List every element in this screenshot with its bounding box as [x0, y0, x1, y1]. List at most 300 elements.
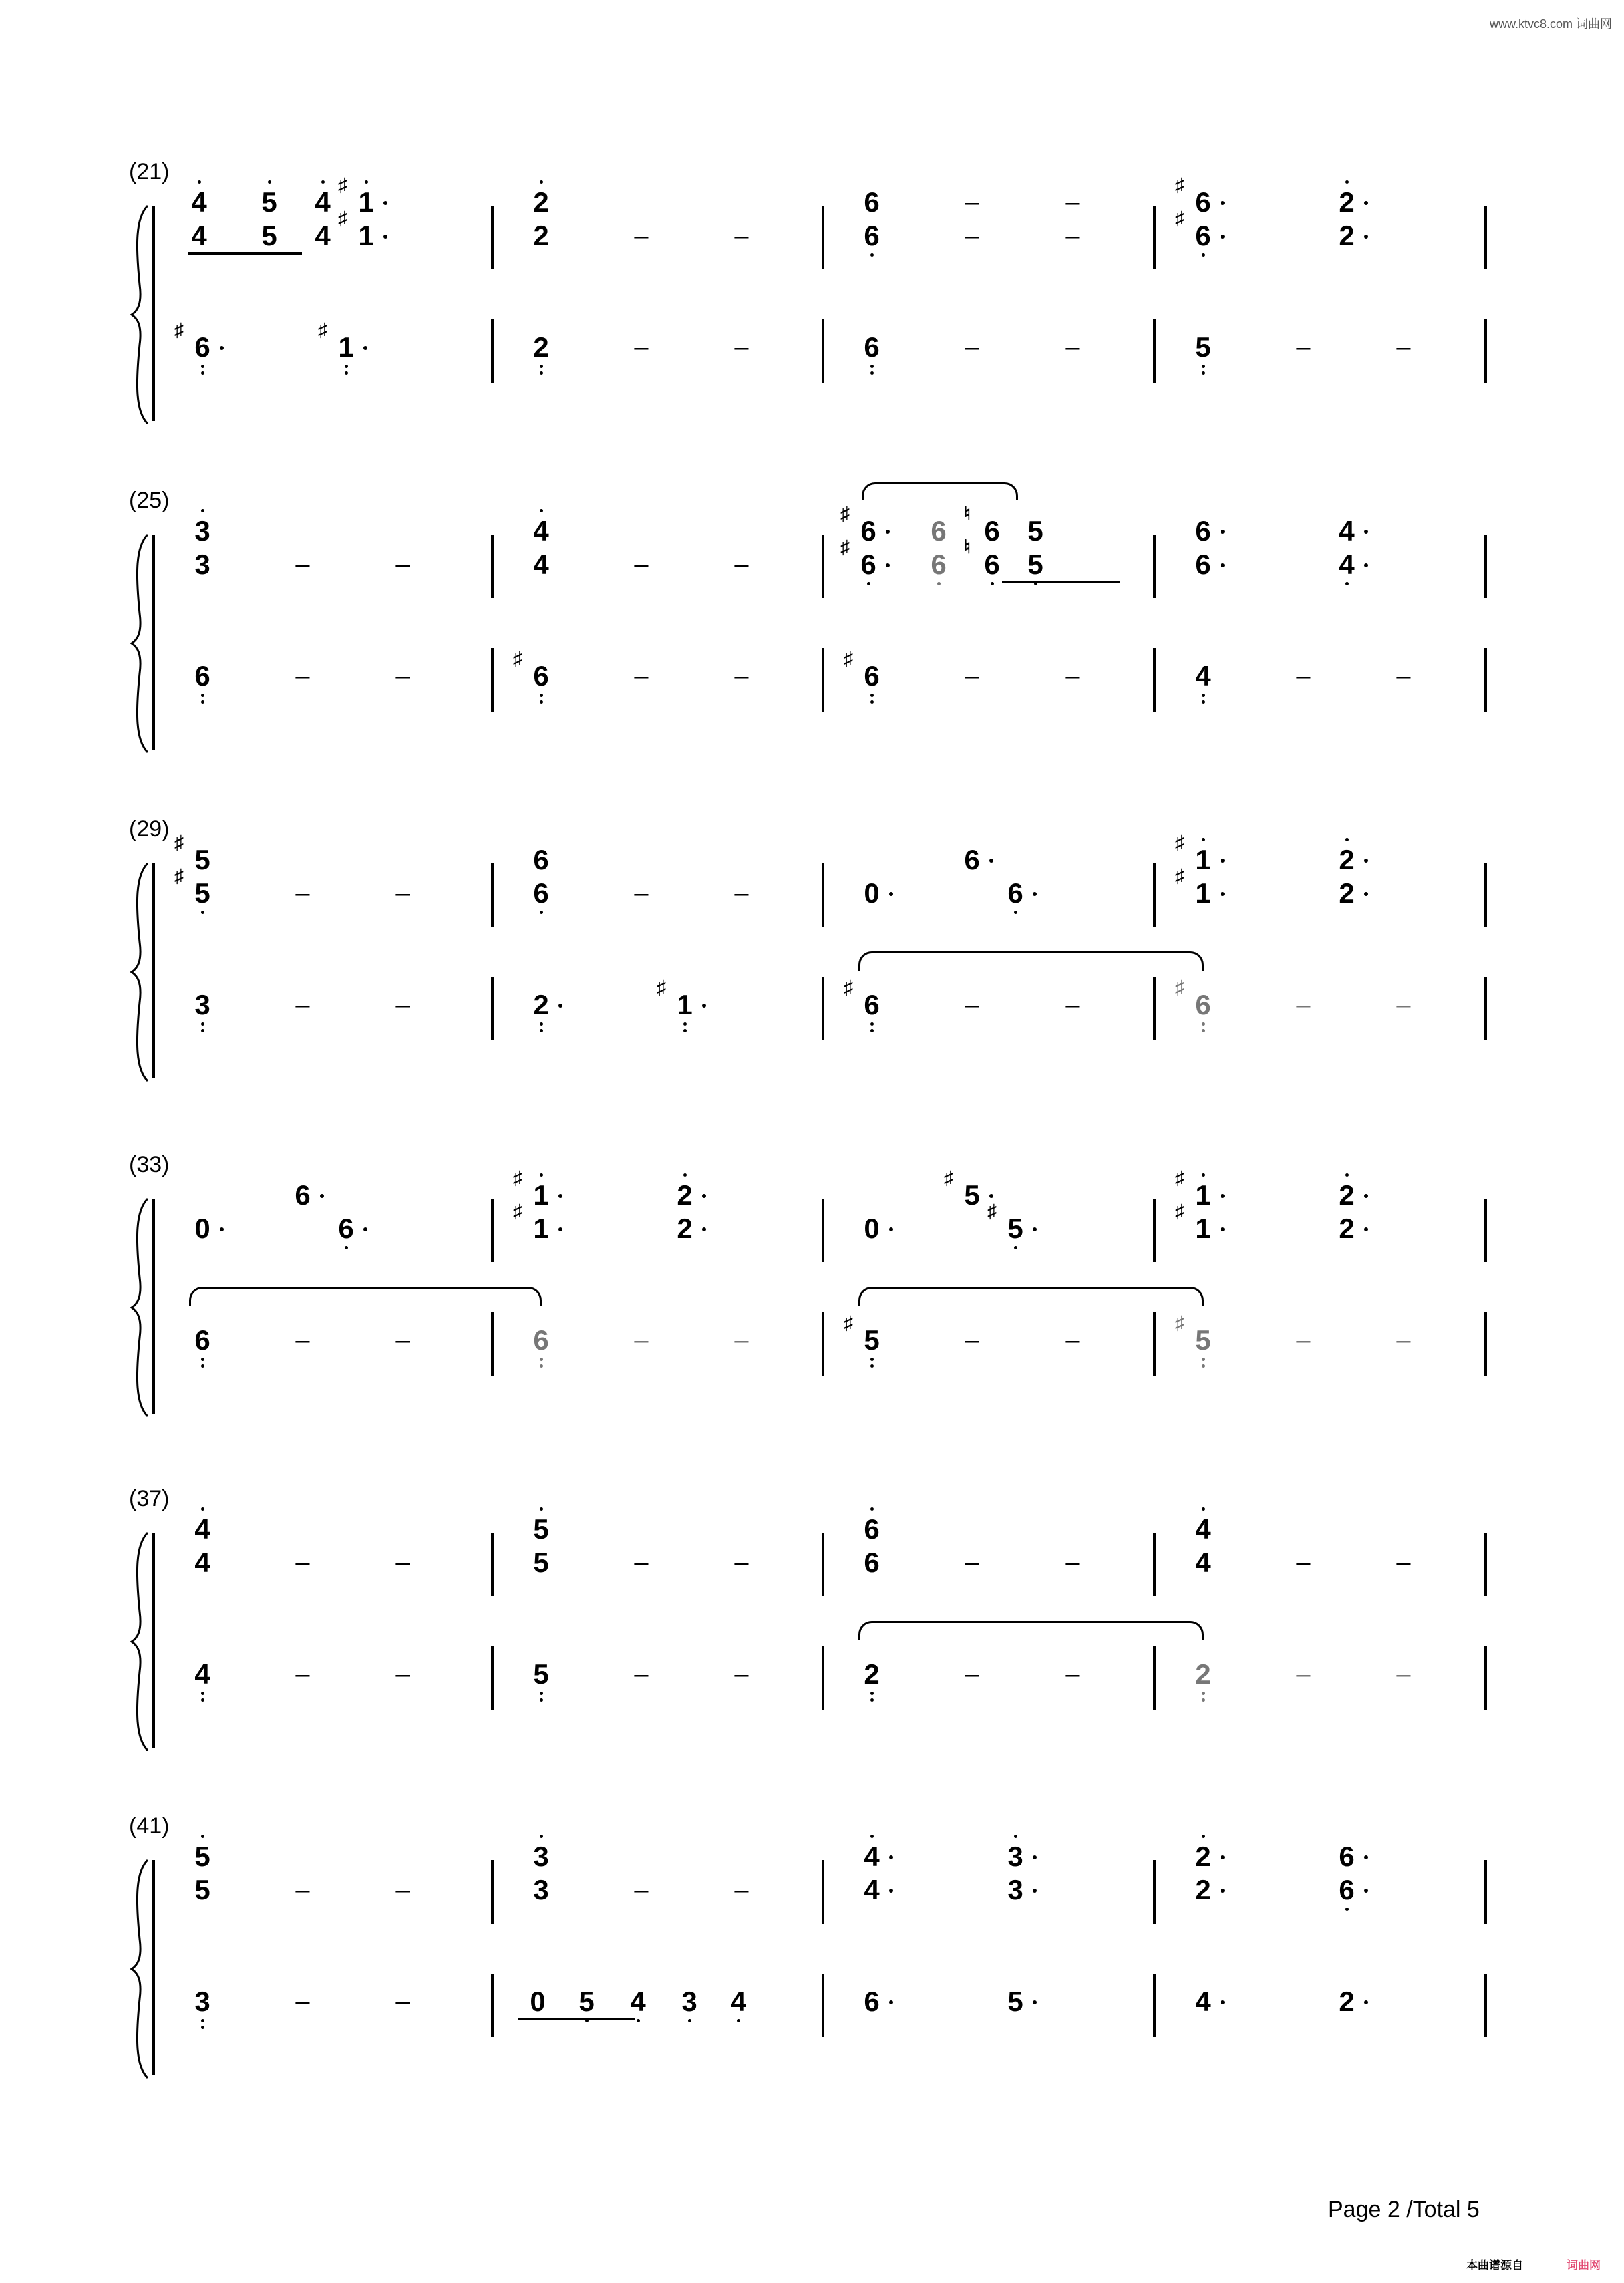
barline-upper — [491, 863, 494, 927]
system-4 — [0, 1152, 1624, 1432]
octave-low-dot — [1202, 1022, 1205, 1026]
octave-high-dot — [540, 1173, 543, 1177]
octave-low-dot-2 — [540, 1698, 543, 1702]
duration-dash: – — [634, 662, 649, 690]
duration-dash: – — [1396, 991, 1411, 1019]
octave-high-dot — [1202, 1173, 1205, 1177]
barline-upper — [1153, 1860, 1156, 1924]
octave-low-dot — [637, 2019, 640, 2022]
octave-low-dot-2 — [870, 1698, 874, 1702]
duration-dash: – — [395, 1660, 410, 1688]
augmentation-dot — [1033, 1855, 1037, 1859]
augmentation-dot — [1033, 892, 1037, 896]
barline-upper — [1484, 1860, 1487, 1924]
barline-upper — [1153, 535, 1156, 598]
measure-number-label: (41) — [129, 1813, 170, 1839]
duration-dash: – — [734, 222, 749, 250]
accidental-sharp: ♯ — [844, 648, 853, 669]
duration-dash: – — [965, 1660, 979, 1688]
melody-note: 5 — [194, 1874, 210, 1906]
augmentation-dot — [1221, 859, 1225, 863]
barline-upper — [1153, 1533, 1156, 1596]
bass-note: 5 — [1195, 1324, 1211, 1356]
bass-note: 6 — [194, 660, 210, 692]
accidental-natural: ♮ — [964, 503, 971, 524]
melody-note: 5 — [261, 186, 277, 218]
accidental-sharp: ♯ — [840, 503, 850, 524]
barline-upper — [1484, 206, 1487, 269]
octave-low-dot-2 — [870, 1364, 874, 1368]
octave-low-dot — [540, 1692, 543, 1695]
augmentation-dot — [1364, 2000, 1368, 2004]
augmentation-dot — [1221, 1227, 1225, 1231]
barline-upper — [1484, 863, 1487, 927]
octave-low-dot — [1202, 1692, 1205, 1695]
augmentation-dot — [558, 1194, 562, 1198]
octave-low-dot — [201, 694, 204, 697]
brace — [130, 1197, 150, 1418]
duration-dash: – — [1065, 991, 1080, 1019]
accidental-sharp: ♯ — [844, 977, 853, 998]
augmentation-dot — [1221, 530, 1225, 534]
augmentation-dot — [1221, 1889, 1225, 1893]
melody-note: 4 — [533, 515, 549, 547]
melody-note: 2 — [1339, 220, 1355, 251]
melody-note: 1 — [1195, 844, 1211, 875]
beam-underline — [518, 2018, 635, 2020]
system-start-bar — [152, 1199, 155, 1414]
barline-lower — [1484, 648, 1487, 712]
melody-note: 2 — [533, 220, 549, 251]
footer-site-logo: 词曲网 — [1567, 2259, 1601, 2272]
accidental-sharp: ♯ — [1175, 208, 1184, 229]
augmentation-dot — [558, 1004, 562, 1008]
bass-note: 2 — [864, 1658, 880, 1690]
bass-note: 5 — [533, 1658, 549, 1690]
accidental-sharp: ♯ — [1175, 832, 1184, 853]
octave-high-dot — [1345, 1173, 1349, 1177]
bass-note: 4 — [1195, 1986, 1211, 2017]
accidental-sharp: ♯ — [338, 208, 347, 229]
octave-low-dot-2 — [201, 2026, 204, 2029]
duration-dash: – — [734, 551, 749, 579]
accidental-sharp: ♯ — [174, 319, 184, 340]
melody-note: 6 — [533, 877, 549, 909]
melody-note: 2 — [1195, 1841, 1211, 1872]
octave-low-dot-2 — [870, 371, 874, 375]
augmentation-dot — [320, 1194, 324, 1198]
duration-dash: – — [734, 333, 749, 361]
melody-note: 1 — [533, 1179, 549, 1211]
augmentation-dot — [702, 1227, 706, 1231]
melody-note: 6 — [931, 549, 947, 580]
augmentation-dot — [1364, 1194, 1368, 1198]
barline-lower — [1153, 648, 1156, 712]
octave-low-dot-2 — [540, 700, 543, 704]
melody-note: 1 — [358, 186, 374, 218]
augmentation-dot — [989, 859, 993, 863]
augmentation-dot — [1033, 2000, 1037, 2004]
melody-note: 3 — [533, 1841, 549, 1872]
octave-low-dot-2 — [1202, 371, 1205, 375]
bass-note: 0 — [530, 1986, 546, 2017]
augmentation-dot — [1364, 563, 1368, 567]
octave-low-dot — [1345, 582, 1349, 585]
duration-dash: – — [965, 188, 979, 216]
tie-slur — [858, 1621, 1204, 1640]
melody-note: 2 — [1339, 1213, 1355, 1244]
melody-note: 0 — [194, 1213, 210, 1244]
bass-note: 6 — [864, 331, 880, 363]
duration-dash: – — [295, 879, 310, 907]
augmentation-dot — [1221, 1194, 1225, 1198]
octave-low-dot — [540, 365, 543, 368]
melody-note: 4 — [194, 1547, 210, 1578]
augmentation-dot — [383, 235, 387, 239]
duration-dash: – — [1396, 1660, 1411, 1688]
duration-dash: – — [1396, 333, 1411, 361]
melody-note: 5 — [1027, 549, 1043, 580]
melody-note: 4 — [191, 186, 207, 218]
melody-note: 6 — [864, 1547, 880, 1578]
barline-upper — [822, 206, 824, 269]
duration-dash: – — [395, 991, 410, 1019]
duration-dash: – — [395, 662, 410, 690]
duration-dash: – — [295, 991, 310, 1019]
octave-high-dot — [268, 180, 271, 184]
octave-low-dot — [1202, 253, 1205, 257]
melody-note: 5 — [533, 1513, 549, 1545]
bass-note: 3 — [194, 1986, 210, 2017]
octave-low-dot — [737, 2019, 740, 2022]
accidental-sharp: ♯ — [1175, 1201, 1184, 1221]
octave-high-dot — [1345, 180, 1349, 184]
bass-note: 6 — [1195, 989, 1211, 1020]
measure-number-label: (21) — [129, 159, 170, 184]
bass-note: 5 — [864, 1324, 880, 1356]
octave-low-dot — [870, 694, 874, 697]
barline-upper — [491, 206, 494, 269]
accidental-sharp: ♯ — [1175, 1167, 1184, 1188]
barline-lower — [822, 977, 824, 1040]
bass-note: 2 — [533, 989, 549, 1020]
duration-dash: – — [395, 1549, 410, 1577]
bass-note: 6 — [533, 660, 549, 692]
accidental-sharp: ♯ — [513, 648, 522, 669]
melody-note: 4 — [315, 220, 331, 251]
barline-lower — [822, 648, 824, 712]
brace — [130, 1859, 150, 2079]
jianpu-note: 5 — [964, 1179, 980, 1211]
octave-low-dot-2 — [201, 1364, 204, 1368]
barline-upper — [491, 535, 494, 598]
accidental-sharp: ♯ — [1175, 977, 1184, 998]
barline-lower — [1484, 319, 1487, 383]
barline-lower — [491, 319, 494, 383]
brace — [130, 862, 150, 1082]
augmentation-dot — [1364, 201, 1368, 205]
duration-dash: – — [395, 879, 410, 907]
octave-low-dot — [201, 911, 204, 914]
octave-low-dot — [1014, 911, 1017, 914]
octave-high-dot — [201, 1507, 204, 1511]
melody-note: 2 — [1339, 877, 1355, 909]
bass-note: 6 — [864, 660, 880, 692]
duration-dash: – — [295, 1549, 310, 1577]
octave-low-dot — [540, 911, 543, 914]
melody-note: 5 — [533, 1547, 549, 1578]
melody-note: 6 — [533, 844, 549, 875]
octave-low-dot — [870, 1358, 874, 1361]
barline-lower — [1484, 1646, 1487, 1710]
bass-note: 2 — [1339, 1986, 1355, 2017]
bass-note: 6 — [864, 989, 880, 1020]
octave-low-dot-2 — [870, 700, 874, 704]
melody-note: 6 — [1195, 549, 1211, 580]
brace — [130, 1531, 150, 1752]
bass-note: 3 — [194, 989, 210, 1020]
bass-note: 5 — [1195, 331, 1211, 363]
bass-note: 1 — [338, 331, 354, 363]
barline-lower — [1153, 1974, 1156, 2037]
beam-underline — [1002, 581, 1120, 583]
octave-low-dot-2 — [201, 1029, 204, 1032]
melody-note: 2 — [1195, 1874, 1211, 1906]
augmentation-dot — [702, 1194, 706, 1198]
octave-low-dot — [540, 694, 543, 697]
duration-dash: – — [965, 333, 979, 361]
melody-note: 3 — [194, 549, 210, 580]
duration-dash: – — [295, 662, 310, 690]
melody-note: 2 — [677, 1213, 693, 1244]
barline-upper — [822, 1533, 824, 1596]
accidental-sharp: ♯ — [318, 319, 327, 340]
augmentation-dot — [1221, 235, 1225, 239]
barline-lower — [491, 648, 494, 712]
melody-note: 4 — [864, 1874, 880, 1906]
melody-note: 6 — [1195, 515, 1211, 547]
barline-upper — [1153, 1199, 1156, 1262]
octave-high-dot — [540, 1835, 543, 1838]
duration-dash: – — [634, 551, 649, 579]
footer-source-text: 本曲谱源自 — [1466, 2259, 1523, 2272]
melody-note: 0 — [864, 877, 880, 909]
octave-low-dot — [345, 1246, 348, 1249]
octave-low-dot — [870, 1022, 874, 1026]
barline-lower — [491, 1312, 494, 1376]
augmentation-dot — [558, 1227, 562, 1231]
octave-low-dot-2 — [540, 1029, 543, 1032]
accidental-sharp: ♯ — [338, 174, 347, 195]
melody-note: 1 — [1195, 877, 1211, 909]
duration-dash: – — [1065, 222, 1080, 250]
bass-note: 5 — [579, 1986, 595, 2017]
bass-note: 4 — [194, 1658, 210, 1690]
melody-note: 5 — [1027, 515, 1043, 547]
beam-underline — [188, 252, 302, 255]
melody-note: 3 — [1007, 1841, 1023, 1872]
melody-note: 6 — [864, 186, 880, 218]
barline-upper — [1484, 535, 1487, 598]
tie-slur — [189, 1287, 542, 1306]
bass-note: 3 — [681, 1986, 697, 2017]
octave-low-dot — [867, 582, 870, 585]
duration-dash: – — [395, 1326, 410, 1354]
duration-dash: – — [1396, 662, 1411, 690]
augmentation-dot — [363, 1227, 367, 1231]
octave-low-dot — [201, 2019, 204, 2022]
augmentation-dot — [1221, 1855, 1225, 1859]
melody-note: 6 — [1195, 186, 1211, 218]
augmentation-dot — [1033, 1227, 1037, 1231]
octave-high-dot — [1202, 1507, 1205, 1511]
melody-note: 4 — [1339, 515, 1355, 547]
barline-lower — [1484, 977, 1487, 1040]
octave-low-dot-2 — [201, 700, 204, 704]
augmentation-dot — [1221, 563, 1225, 567]
accidental-sharp: ♯ — [1175, 865, 1184, 886]
augmentation-dot — [1364, 859, 1368, 863]
barline-upper — [822, 863, 824, 927]
melody-note: 3 — [533, 1874, 549, 1906]
barline-lower — [822, 319, 824, 383]
accidental-sharp: ♯ — [657, 977, 666, 998]
duration-dash: – — [734, 1549, 749, 1577]
melody-note: 4 — [194, 1513, 210, 1545]
augmentation-dot — [1364, 892, 1368, 896]
augmentation-dot — [889, 1889, 893, 1893]
melody-note: 5 — [261, 220, 277, 251]
melody-note: 6 — [338, 1213, 354, 1244]
duration-dash: – — [965, 991, 979, 1019]
system-3 — [0, 816, 1624, 1097]
barline-lower — [1153, 977, 1156, 1040]
augmentation-dot — [1221, 201, 1225, 205]
melody-note: 3 — [1007, 1874, 1023, 1906]
system-2 — [0, 488, 1624, 768]
octave-low-dot — [1202, 365, 1205, 368]
melody-note: 2 — [533, 186, 549, 218]
octave-high-dot — [1202, 1835, 1205, 1838]
barline-lower — [1484, 1312, 1487, 1376]
octave-low-dot-2 — [201, 371, 204, 375]
accidental-sharp: ♯ — [1175, 174, 1184, 195]
octave-high-dot — [1202, 838, 1205, 841]
bass-note: 4 — [730, 1986, 746, 2017]
duration-dash: – — [1296, 333, 1311, 361]
barline-lower — [1153, 1646, 1156, 1710]
jianpu-note: 6 — [964, 844, 980, 875]
duration-dash: – — [634, 333, 649, 361]
duration-dash: – — [395, 1876, 410, 1904]
accidental-sharp: ♯ — [174, 865, 184, 886]
octave-low-dot — [540, 1022, 543, 1026]
augmentation-dot — [889, 2000, 893, 2004]
augmentation-dot — [889, 892, 893, 896]
accidental-sharp: ♯ — [987, 1201, 997, 1221]
brace — [130, 533, 150, 754]
duration-dash: – — [734, 879, 749, 907]
augmentation-dot — [1221, 892, 1225, 896]
barline-upper — [1484, 1199, 1487, 1262]
duration-dash: – — [1296, 662, 1311, 690]
barline-lower — [491, 977, 494, 1040]
accidental-sharp: ♯ — [944, 1167, 953, 1188]
octave-high-dot — [1345, 838, 1349, 841]
octave-low-dot-2 — [540, 1364, 543, 1368]
system-1 — [0, 159, 1624, 440]
octave-low-dot-2 — [540, 371, 543, 375]
melody-note: 5 — [194, 844, 210, 875]
melody-note: 6 — [860, 549, 876, 580]
melody-note: 1 — [1195, 1179, 1211, 1211]
octave-low-dot-2 — [345, 371, 348, 375]
octave-low-dot — [870, 365, 874, 368]
duration-dash: – — [965, 222, 979, 250]
system-start-bar — [152, 535, 155, 750]
melody-note: 1 — [1195, 1213, 1211, 1244]
brace — [130, 204, 150, 425]
duration-dash: – — [965, 1549, 979, 1577]
octave-high-dot — [540, 180, 543, 184]
augmentation-dot — [989, 1194, 993, 1198]
barline-lower — [822, 1312, 824, 1376]
bass-note: 2 — [533, 331, 549, 363]
melody-note: 4 — [1195, 1513, 1211, 1545]
duration-dash: – — [965, 662, 979, 690]
octave-low-dot — [870, 253, 874, 257]
duration-dash: – — [734, 662, 749, 690]
augmentation-dot — [702, 1004, 706, 1008]
octave-high-dot — [870, 1507, 874, 1511]
duration-dash: – — [1396, 1326, 1411, 1354]
melody-note: 6 — [1007, 877, 1023, 909]
duration-dash: – — [634, 1326, 649, 1354]
augmentation-dot — [383, 201, 387, 205]
barline-lower — [491, 1974, 494, 2037]
measure-number-label: (29) — [129, 816, 170, 842]
bass-note: 4 — [630, 1986, 646, 2017]
augmentation-dot — [363, 346, 367, 350]
melody-note: 6 — [984, 549, 1000, 580]
octave-low-dot — [1014, 1246, 1017, 1249]
octave-low-dot — [870, 1692, 874, 1695]
duration-dash: – — [1065, 1660, 1080, 1688]
measure-number-label: (33) — [129, 1152, 170, 1177]
augmentation-dot — [1364, 530, 1368, 534]
augmentation-dot — [889, 1855, 893, 1859]
barline-lower — [822, 1974, 824, 2037]
bass-note: 6 — [864, 1986, 880, 2017]
octave-high-dot — [683, 1173, 687, 1177]
duration-dash: – — [634, 1660, 649, 1688]
octave-high-dot — [540, 1507, 543, 1511]
jianpu-note: 6 — [295, 1179, 311, 1211]
melody-note: 6 — [1339, 1874, 1355, 1906]
octave-low-dot — [1202, 694, 1205, 697]
octave-low-dot — [201, 1692, 204, 1695]
accidental-sharp: ♯ — [513, 1167, 522, 1188]
barline-lower — [822, 1646, 824, 1710]
octave-high-dot — [365, 180, 368, 184]
octave-low-dot-2 — [1202, 700, 1205, 704]
octave-low-dot — [688, 2019, 691, 2022]
augmentation-dot — [886, 530, 890, 534]
accidental-sharp: ♯ — [844, 1312, 853, 1333]
augmentation-dot — [1364, 235, 1368, 239]
melody-note: 0 — [864, 1213, 880, 1244]
duration-dash: – — [965, 1326, 979, 1354]
